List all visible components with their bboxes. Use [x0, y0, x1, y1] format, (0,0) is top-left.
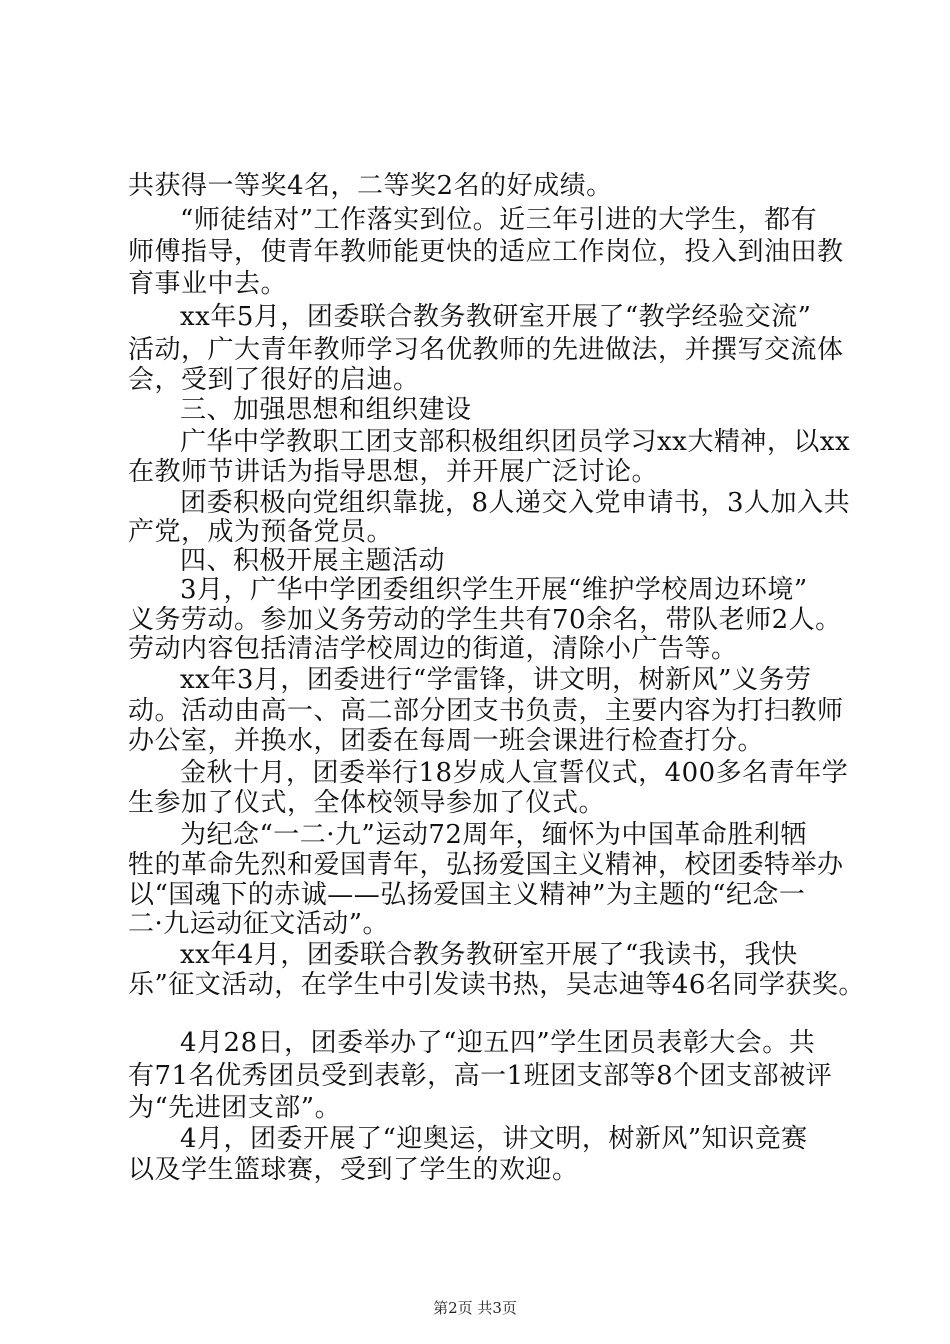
text-line: 4月28日，团委举办了“迎五四”学生团员表彰大会。共: [180, 1028, 816, 1058]
section-heading: 四、积极开展主题活动: [180, 546, 446, 576]
text-line: xx年3月，团委进行“学雷锋，讲文明，树新风”义务劳: [180, 665, 812, 695]
text-line: “师徒结对”工作落实到位。近三年引进的大学生，都有: [180, 205, 818, 235]
text-line: 办公室，并换水，团委在每周一班会课进行检查打分。: [128, 726, 765, 756]
text-line: 活动，广大青年教师学习名优教师的先进做法，并撰写交流体: [128, 335, 844, 365]
text-line: 为“先进团支部”。: [128, 1093, 342, 1123]
text-line: xx年4月，团委联合教务教研室开展了“我读书，我快: [180, 940, 798, 970]
page-number-footer: 第2页 共3页: [433, 1299, 517, 1317]
text-line: 义务劳动。参加义务劳动的学生共有70余名，带队老师2人。: [128, 605, 842, 635]
text-line: 有71名优秀团员受到表彰，高一1班团支部等8个团支部被评: [128, 1061, 833, 1091]
text-line: 以“国魂下的赤诚——弘扬爱国主义精神”为主题的“纪念一: [128, 880, 806, 910]
text-line: 为纪念“一二·九”运动72周年，缅怀为中国革命胜利牺: [180, 820, 807, 850]
text-line: 育事业中去。: [128, 269, 288, 299]
text-line: 在教师节讲话为指导思想，并开展广泛讨论。: [128, 457, 659, 487]
section-heading: 三、加强思想和组织建设: [180, 395, 472, 425]
text-line: 劳动内容包括清洁学校周边的街道，清除小广告等。: [128, 634, 738, 664]
text-line: 3月，广华中学团委组织学生开展“维护学校周边环境”: [180, 575, 808, 605]
text-line: 会，受到了很好的启迪。: [128, 365, 420, 395]
text-line: 动。活动由高一、高二部分团支书负责，主要内容为打扫教师: [128, 696, 844, 726]
text-line: 师傅指导，使青年教师能更快的适应工作岗位，投入到油田教: [128, 237, 844, 267]
text-line: 牲的革命先烈和爱国青年，弘扬爱国主义精神，校团委特举办: [128, 850, 844, 880]
text-line: 广华中学教职工团支部积极组织团员学习xx大精神，以xx: [180, 427, 851, 457]
text-line: 团委积极向党组织靠拢，8人递交入党申请书，3人加入共: [180, 488, 851, 518]
text-line: 生参加了仪式，全体校领导参加了仪式。: [128, 788, 606, 818]
text-line: 共获得一等奖4名，二等奖2名的好成绩。: [128, 171, 613, 201]
text-line: 二·九运动征文活动”。: [128, 909, 390, 939]
text-line: xx年5月，团委联合教务教研室开展了“教学经验交流”: [180, 302, 812, 332]
text-line: 以及学生篮球赛，受到了学生的欢迎。: [128, 1155, 579, 1185]
text-line: 金秋十月，团委举行18岁成人宣誓仪式，400多名青年学: [180, 758, 849, 788]
text-line: 4月，团委开展了“迎奥运，讲文明，树新风”知识竞赛: [180, 1124, 808, 1154]
text-line: 产党，成为预备党员。: [128, 517, 394, 547]
text-line: 乐”征文活动，在学生中引发读书热，吴志迪等46名同学获奖。: [128, 970, 865, 1000]
